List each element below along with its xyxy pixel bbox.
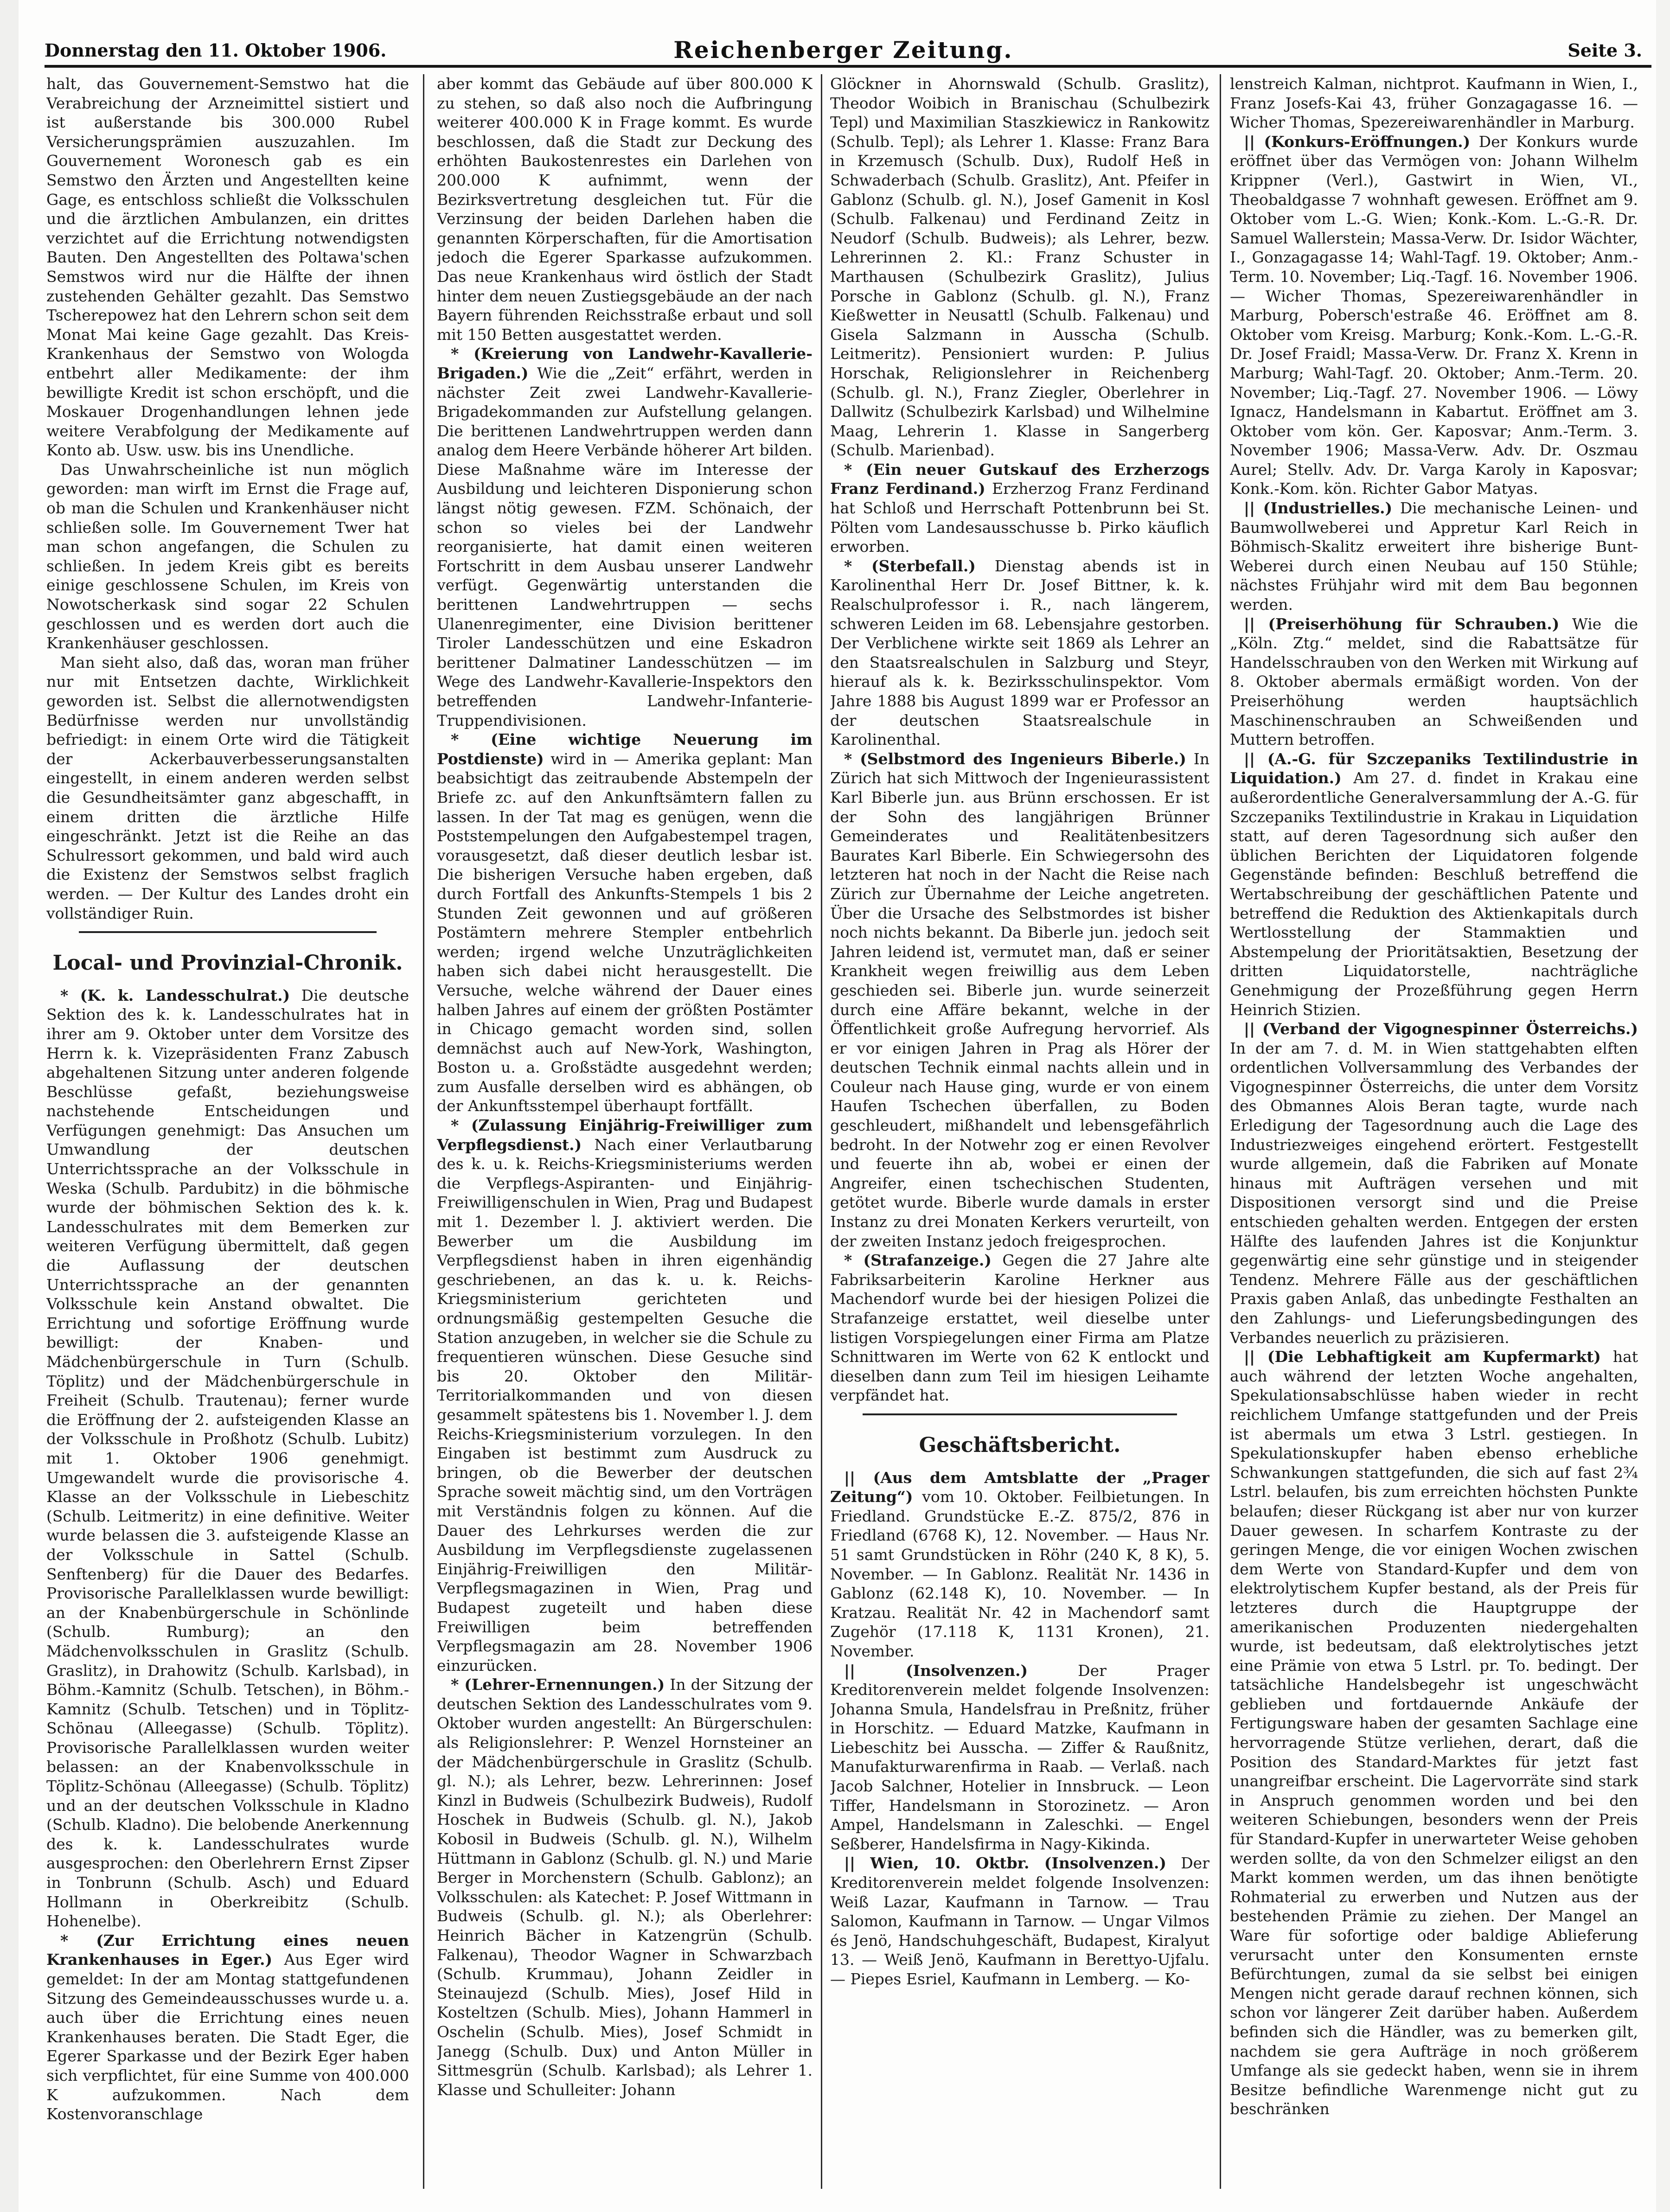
masthead-title: Reichenberger Zeitung. [673, 36, 1013, 64]
news-item-heading: || (Verband der Vigognespinner Österreichs.) [1244, 1020, 1638, 1038]
news-item [830, 556, 1209, 749]
news-item [46, 1931, 409, 2124]
news-item-body: Der Konkurs wurde eröffnet über das Vermögen von: Johann Wilhelm Krippner (Verl.), Gastwirt in Wien, VI., Theobaldgasse 7 wohnhaft gewesen. Eröffnet am 9. Oktober vom L.-G. Wien; Konk.-Kom. L.-G.-R. Dr. Samuel Wallerstein; Massa-Verw. Dr. Isidor Wächter, I., Gonzagagasse 14; Wahl-Tagf. 19. Oktober; Anm.-Term. 10. November; Liq.-Tagf. 16. November 1906. — Wicher Thomas, Spezereiwarenhändler in Marburg, Pobersch'estraße 46. Eröffnet am 8. Oktober vom Kreisg. Marburg; Konk.-Kom. L.-G.-R. Dr. Josef Fraidl; Massa-Verw. Dr. Franz X. Krenn in Marburg; Wahl-Tagf. 20. Oktober; Anm.-Term. 20. November; Liq.-Tagf. 27. November 1906. — Löwy Ignacz, Handelsmann in Kabartut. Eröffnet am 3. Oktober vom kön. Ger. Kaposvar; Anm.-Term. 3. November 1906; Massa-Verw. Adv. Dr. Oszmau Aurel; Stellv. Adv. Dr. Varga Karoly in Kaposvar; Konk.-Kom. kön. Richter Gabor Matyas. [1230, 132, 1638, 498]
news-item-body: In der am 7. d. M. in Wien stattgehabten elften ordentlichen Vollversammlung des Verbandes der Vigognespinner Österreichs, die unter dem Vorsitz des Obmannes Alois Beran tagte, wurde nach Erledigung der Tagesordnung auch die Lage des Industriezweiges eingehend erörtert. Festgestellt wurde allgemein, daß die Fabriken auf Monate hinaus mit Aufträgen versehen und mit Dispositionen versorgt sind und die Preise entschieden gehalten werden. Entgegen der ersten Hälfte des laufenden Jahres ist die Konjunktur gegenwärtig eine sehr günstige und in steigender Tendenz. Mehrere Fälle aus der geschäftlichen Praxis gaben Anlaß, das unbedingte Festhalten an den Zahlungs- und Lieferungsbedingungen des Verbandes neuerlich zu präzisieren. [1230, 1039, 1638, 1347]
header-rule [45, 65, 1651, 68]
news-item-heading: * (Strafanzeige.) [844, 1251, 992, 1270]
news-item-heading: || (Aus dem Amtsblatte der „Prager Zeitung“) [830, 1468, 1209, 1506]
news-item [437, 730, 813, 1116]
news-item-body: Nach einer Verlautbarung des k. u. k. Reichs-Kriegsministeriums werden die Verpflegs-Aspiranten- und Einjährig-Freiwilligenschulen in Wien, Prag und Budapest mit 1. Dezember l. J. aktiviert werden. Die Bewerber um die Ausbildung im Verpflegsdienst haben in ihren eigenhändig geschriebenen, an das k. u. k. Reichs-Kriegsministerium gerichteten und ordnungsmäßig gestempelten Gesuche die Station anzugeben, in welcher sie die Schule zu frequentieren wünschen. Diese Gesuche sind bis 20. Oktober den Militär-Territorialkommanden und von diesen gesammelt spätestens bis 1. November l. J. dem Reichs-Kriegsministerium vorzulegen. In den Eingaben ist bestimmt zum Ausdruck zu bringen, ob die Bewerber der deutschen Sprache soweit mächtig sind, um den Vorträgen mit Verständnis folgen zu können. Auf die Dauer des Lehrkurses werden die zur Ausbildung im Verpflegsdienste zugelassenen Einjährig-Freiwilligen den Militär-Verpflegsmagazinen in Wien, Prag und Budapest zugeteilt und haben diese Freiwilligen beim betreffenden Verpflegsmagazin am 28. November 1906 einzurücken. [437, 1135, 813, 1675]
news-item-heading: || Wien, 10. Oktbr. (Insolvenzen.) [844, 1854, 1166, 1873]
news-item [437, 344, 813, 730]
news-item-heading: || (Preiserhöhung für Schrauben.) [1244, 614, 1560, 633]
news-item-body: In Zürich hat sich Mittwoch der Ingenieurassistent Karl Biberle jun. aus Brünn erschossen. Er ist der Sohn des langjährigen Brünner Gemeinderates und Realitätenbesitzers Baurates Karl Biberle. Ein Schwiegersohn des letzteren hat noch in der Nacht die Reise nach Zürich zur Übernahme der Leiche angetreten. Über die Ursache des Selbstmordes ist bisher noch nichts bekannt. Da Biberle jun. jedoch seit Jahren leidend ist, vermutet man, daß er seiner Krankheit wegen freiwillig aus dem Leben geschieden sei. Biberle jun. wurde seinerzeit durch eine Affäre bekannt, welche in der Öffentlichkeit große Aufregung hervorrief. Als er vor einigen Jahren in Prag als Hörer der deutschen Technik einmal nachts allein und in Couleur nach Hause ging, wurde er von einem Haufen Tschechen überfallen, zu Boden geschleudert, mißhandelt und lebensgefährlich bedroht. In der Notwehr zog er einen Revolver und feuerte ihn ab, wobei er einen der Angreifer, einen tschechischen Studenten, getötet wurde. Biberle wurde damals in erster Instanz zu drei Monaten Kerkers verurteilt, von der zweiten Instanz jedoch freigesprochen. [830, 749, 1209, 1250]
news-item [437, 1116, 813, 1675]
column-4 [1230, 74, 1638, 2189]
news-item [830, 1251, 1209, 1405]
news-item-body: vom 10. Oktober. Feilbietungen. In Friedland. Grundstücke E.-Z. 875/2, 876 in Friedland (6768 K), 12. November. — Haus Nr. 51 samt Grundstücken in Röhr (240 K, 8 K), 5. November. — In Gablonz. Realität Nr. 1436 in Gablonz (62.148 K), 10. November. — In Kratzau. Realität Nr. 42 in Machendorf samt Zugehör (17.118 K, 1131 Kronen), 21. November. [830, 1488, 1209, 1660]
news-item-heading: || (Konkurs-Eröffnungen.) [1244, 132, 1471, 151]
article-paragraph: Das Unwahrscheinliche ist nun möglich geworden: man wirft im Ernst die Frage auf, ob man die Schulen und Krankenhäuser nicht schließen solle. Im Gouvernement Twer hat man schon angefangen, die Schulen zu schließen. In jedem Kreis gibt es bereits einige geschlossene Schulen, im Kreis von Nowotscherkask sind sogar 22 Schulen geschlossen und es werden dort auch die Krankenhäuser geschlossen. [46, 460, 409, 652]
article-paragraph: lenstreich Kalman, nichtprot. Kaufmann in Wien, I., Franz Josefs-Kai 43, früher Gonzagagasse 16. — Wicher Thomas, Spezereiwarenhändler in Marburg. [1230, 75, 1638, 132]
column-1 [46, 74, 409, 2189]
column-3 [830, 74, 1209, 2189]
news-item [830, 749, 1209, 1251]
issue-date: Donnerstag den 11. Oktober 1906. [45, 40, 387, 61]
news-item-body: Dienstag abends ist in Karolinenthal Herr Dr. Josef Bittner, k. k. Realschulprofessor i. R., nach längerem, schweren Leiden im 68. Lebensjahre gestorben. Der Verblichene wirkte seit 1869 als Lehrer an den Staatsrealschulen in Salzburg und Steyr, hierauf als k. k. Bezirksschulinspektor. Vom Jahre 1888 bis August 1899 war er Professor an der deutschen Staatsrealschule in Karolinenthal. [830, 556, 1209, 749]
news-item-heading: * (Ein neuer Gutskauf des Erzherzogs Franz Ferdinand.) [830, 460, 1209, 498]
article-paragraph: aber kommt das Gebäude auf über 800.000 K zu stehen, so daß also noch die Aufbringung weiterer 400.000 K in Frage kommt. Es wurde beschlossen, daß die Stadt zur Deckung des erhöhten Baukostenrestes ein Darlehen von 200.000 K aufnimmt, wenn der Bezirksvertretung desgleichen tut. Für die Verzinsung der beiden Darlehen haben die genannten Körperschaften, für die Amortisation jedoch die Egerer Sparkasse aufzukommen. Das neue Krankenhaus wird östlich der Stadt hinter dem neuen Zustiegsgebäude an der nach Bayern führenden Reichsstraße erbaut und soll mit 150 Betten ausgestattet werden. [437, 75, 813, 344]
news-item-body: Der Kreditorenverein meldet folgende Insolvenzen: Weiß Lazar, Kaufmann in Tarnow. — Trau Salomon, Kaufmann in Tarnow. — Ungar Vilmos és Jenö, Handschuhgeschäft, Budapest, Kiralyut 13. — Weiß Jenö, Kaufmann in Berettyo-Ujfalu. — Piepes Esriel, Kaufmann in Lemberg. — Ko- [830, 1854, 1209, 1988]
section-rule [863, 1413, 1177, 1415]
news-item [830, 1854, 1209, 1988]
news-item-body: wird in — Amerika geplant: Man beabsichtigt das zeitraubende Abstempeln der Briefe zc. auf den Ankunftsämtern fallen zu lassen. In der Tat mag es genügen, wenn die Poststempelungen den Aufgabestempel tragen, vorausgesetzt, daß dieser deutlich lesbar ist. Die bisherigen Versuche haben ergeben, daß durch Fortfall des Ankunfts-Stempels 1 bis 2 Stunden Zeit gewonnen und auf größeren Postämtern mehrere Stempler entbehrlich werden; irgend welche Unzuträglichkeiten haben sich dabei nicht herausgestellt. Die Versuche, welche während der Dauer eines halben Jahres auf einem der größten Postämter in Chicago gemacht worden sind, sollen demnächst auch auf New-York, Washington, Boston u. a. Großstädte ausgedehnt werden; zum Ausfalle derselben wird es abhängen, ob der Ankunftsstempel überhaupt fortfällt. [437, 749, 813, 1115]
news-item-heading: * (Selbstmord des Ingenieurs Biberle.) [844, 749, 1186, 768]
news-item-body: Erzherzog Franz Ferdinand hat Schloß und Herrschaft Pottenbrunn bei St. Pölten vom Landesausschusse b. Pirko käuflich erworben. [830, 479, 1209, 556]
news-item [1230, 1347, 1638, 2119]
article-paragraph: Man sieht also, daß das, woran man früher nur mit Entsetzen dachte, Wirklichkeit geworden ist. Selbst die allernotwendigsten Bedürfnisse werden nur unvollständig befriedigt: in einem Orte wird die Tätigkeit der Ackerbauverbesserungsanstalten eingestellt, in einem anderen werden selbst die Gesundheitsämter ganz abgeschafft, in einem dritten die ärztliche Hilfe eingeschränkt. Jetzt ist die Reihe an das Schulressort gekommen, und bald wird auch die Existenz der Semstwos selbst fraglich werden. — Der Kultur des Landes droht ein vollständiger Ruin. [46, 653, 409, 922]
column-rule [1220, 74, 1221, 2189]
news-item-body: Die deutsche Sektion des k. k. Landesschulrates hat in ihrer am 9. Oktober unter dem Vorsitze des Herrn k. k. Vizepräsidenten Franz Zabusch abgehaltenen Sitzung unter anderen folgende Beschlüsse gefaßt, beziehungsweise nachstehende Entscheidungen und Verfügungen genehmigt: Das Ansuchen um Umwandlung der deutschen Unterrichtssprache an der Volksschule in Weska (Schulb. Pardubitz) in die böhmische wurde der böhmischen Sektion des k. k. Landesschulrates mit dem Bemerken zur weiteren Verfügung übermittelt, daß gegen die Auflassung der deutschen Unterrichtssprache an der genannten Volksschule kein Anstand obwaltet. Die Errichtung und sofortige Eröffnung wurde bewilligt: der Knaben- und Mädchenbürgerschule in Turn (Schulb. Töplitz) und der Mädchenbürgerschule in Freiheit (Schulb. Trautenau); ferner wurde die Eröffnung der 2. aufsteigenden Klasse an der Volksschule in Proßhotz (Schulb. Lubitz) mit 1. Oktober 1906 genehmigt. Umgewandelt wurde die provisorische 4. Klasse an der Volksschule in Liebeschitz (Schulb. Leitmeritz) in eine definitive. Weiter wurde belassen die 3. aufsteigende Klasse an der Volksschule in Sattel (Schulb. Senftenberg) für die Dauer des Bedarfes. Provisorische Parallelklassen wurde bewilligt: an der Knabenbürgerschule in Schönlinde (Schulb. Rumburg); an den Mädchenvolksschulen in Graslitz (Schulb. Graslitz), in Drahowitz (Schulb. Karlsbad), in Böhm.-Kamnitz (Schulb. Tetschen), in Böhm.-Kamnitz (Schulb. Tetschen) und in Töplitz-Schönau (Alleegasse) (Schulb. Töplitz). Provisorische Parallelklassen wurden weiter belassen: an der Knabenvolksschule in Töplitz-Schönau (Alleegasse) (Schulb. Töplitz) und an der deutschen Volksschule in Kladno (Schulb. Kladno). Die belobende Anerkennung des k. k. Landesschulrates wurde ausgesprochen: den Oberlehrern Ernst Zipser in Tonbrunn (Schulb. Asch) und Eduard Hollmann in Oberkreibitz (Schulb. Hohenelbe). [46, 986, 409, 1931]
news-item-heading: * (Zur Errichtung eines neuen Krankenhauses in Eger.) [46, 1931, 409, 1969]
news-item-body: Gegen die 27 Jahre alte Fabriksarbeiterin Karoline Herkner aus Machendorf wurde bei der hiesigen Polizei die Strafanzeige erstattet, weil dieselbe unter listigen Vorspiegelungen einer Firma am Platze Schnittwaren im Werte von 62 K entlockt und dieselben dann zum Teil im hiesigen Leihamte verpfändet hat. [830, 1251, 1209, 1405]
news-item-heading: * (Eine wichtige Neuerung im Postdienste) [437, 730, 813, 768]
news-item-heading: * (Lehrer-Ernennungen.) [451, 1675, 665, 1694]
news-item-heading: || (Insolvenzen.) [844, 1661, 1028, 1680]
news-item-body: Die mechanische Leinen- und Baumwollweberei und Appretur Karl Reich in Böhmisch-Skalitz erweitert ihre bisherige Bunt-Weberei durch einen Neubau auf 150 Stühle; nächstes Frühjahr wird mit dem Bau begonnen werden. [1230, 499, 1638, 614]
news-item-heading: || (Die Lebhaftigkeit am Kupfermarkt) [1244, 1348, 1601, 1366]
news-item-body: Wie die „Zeit“ erfährt, werden in nächster Zeit zwei Landwehr-Kavallerie-Brigadekommanden zur Aufstellung gelangen. Die berittenen Landwehrtruppen werden dann analog dem Heere Verbände höherer Art bilden. Diese Maßnahme wäre im Interesse der Ausbildung und leichteren Disponierung schon längst nötig gewesen. FZM. Schönaich, der schon so vieles bei der Landwehr reorganisierte, hat damit einen weiteren Fortschritt in dem Ausbau unserer Landwehr verfügt. Gegenwärtig unterstanden die berittenen Landwehrtruppen — sechs Ulanenregimenter, eine Division berittener Tiroler Landesschützen und eine Eskadron berittener Dalmatiner Landesschützen — im Wege des Landwehr-Kavallerie-Inspektors den betreffenden Landwehr-Infanterie-Truppendivisionen. [437, 364, 813, 729]
news-item-heading: * (Kreierung von Landwehr-Kavallerie-Brigaden.) [437, 345, 813, 382]
section-rule [79, 931, 377, 933]
article-paragraph: Glöckner in Ahornswald (Schulb. Graslitz), Theodor Woibich in Branischau (Schulbezirk Tepl) und Maximilian Staszkiewicz in Rankowitz (Schulb. Tepl); als Lehrer 1. Klasse: Franz Bara in Krzemusch (Schulb. Dux), Rudolf Heß in Schwaderbach (Schulb. Graslitz), Ant. Pfeifer in Gablonz (Schulb. gl. N.), Josef Gamenit in Kosl (Schulb. Falkenau) und Ferdinand Zeitz in Neudorf (Schulb. Budweis); als Lehrer, bezw. Lehrerinnen 2. Kl.: Franz Schuster in Marthausen (Schulbezirk Graslitz), Julius Porsche in Gablonz (Schulb. gl. N.), Franz Kießwetter in Neusattl (Schulb. Falkenau) und Gisela Salzmann in Ausscha (Schulb. Leitmeritz). Pensioniert wurden: P. Julius Horschak, Religionslehrer in Reichenberg (Schulb. gl. N.), Franz Ziegler, Oberlehrer in Dallwitz (Schulbezirk Karlsbad) und Wilhelmine Maag, Lehrerin 1. Klasse in Sangerberg (Schulb. Marienbad). [830, 75, 1209, 460]
news-item [1230, 1019, 1638, 1347]
article-paragraph: halt, das Gouvernement-Semstwo hat die Verabreichung der Arzneimittel sistiert und ist außerstande bis 300.000 Rubel Versicherungsprämien auszuzahlen. Im Gouvernement Woronesch gab es ein Semstwo den Ärzten und Angestellten keine Gage, es entschloss schließt die Volksschulen und die ärztlichen Ambulanzen, ein drittes verzichtet auf die Errichtung notwendigsten Bauten. Den Angestellten des Poltawa'schen Semstwos wird nur die Hälfte der ihnen zustehenden Gehälter gezahlt. Das Semstwo Tscherepowez hat den Lehrern schon seit dem Monat Mai keine Gage gezahlt. Das Kreis-Krankenhaus der Semstwo von Wologda entbehrt aller Medikamente: der ihm bewilligte Kredit ist schon erschöpft, und die Moskauer Drogenhandlungen lehnen jede weitere Verabfolgung der Medikamente auf Konto ab. Usw. usw. bis ins Unendliche. [46, 75, 409, 460]
column-rule [821, 74, 822, 2189]
news-item-body: Der Prager Kreditorenverein meldet folgende Insolvenzen: Johanna Smula, Handelsfrau in Preßnitz, früher in Horschitz. — Eduard Matzke, Kaufmann in Liebeschitz bei Ausscha. — Ziffer & Raußnitz, Manufakturwarenfirma in Raab. — Verlaß. nach Jacob Salchner, Hotelier in Innsbruck. — Leon Tiffer, Handelsmann in Storozinetz. — Aron Ampel, Handelsmann in Zaleschki. — Engel Seßberer, Handelsfirma in Nagy-Kikinda. [830, 1661, 1209, 1853]
news-item-heading: || (Industrielles.) [1244, 499, 1393, 518]
news-item-body: Wie die „Köln. Ztg.“ meldet, sind die Rabattsätze für Handelsschrauben von den Werken mit Wirkung auf 8. Oktober abermals ermäßigt worden. Von der Preiserhöhung werden hauptsächlich Maschinenschrauben an Schweißenden und Muttern betroffen. [1230, 614, 1638, 749]
page-edge-left [0, 0, 19, 2212]
news-item [437, 1675, 813, 2099]
news-item-heading: * (Zulassung Einjährig-Freiwilliger zum Verpflegsdienst.) [437, 1116, 813, 1154]
news-item [1230, 614, 1638, 749]
news-item [830, 1468, 1209, 1661]
news-item [1230, 749, 1638, 1019]
news-item-body: Am 27. d. findet in Krakau eine außerordentliche Generalversammlung der A.-G. für Szczepaniks Textilindustrie in Krakau in Liquidation statt, auf deren Tagesordnung sich außer den üblichen Berichten der Liquidatoren folgende Gegenstände befinden: Beschluß betreffend die Wertabschreibung der geschäftlichen Patente und betreffend die Reduktion des Aktienkapitals durch Wertlosstellung der Stammaktien und Abstempelung der Prioritätsaktien, Besetzung der dritten Liquidatorstelle, nachträgliche Genehmigung der Prozeßführung gegen Herrn Heinrich Stizien. [1230, 769, 1638, 1019]
column-rule [423, 74, 424, 2189]
news-item-body: In der Sitzung der deutschen Sektion des Landesschulrates vom 9. Oktober wurden angestellt: An Bürgerschulen: als Religionslehrer: P. Wenzel Hornsteiner an der Mädchenbürgerschule in Graslitz (Schulb. gl. N.); als Lehrer, bezw. Lehrerinnen: Josef Kinzl in Budweis (Schulbezirk Budweis), Rudolf Hoschek in Budweis (Schulb. gl. N.), Jakob Kobosil in Budweis (Schulb. gl. N.), Wilhelm Hüttmann in Gablonz (Schulb. gl. N.) und Marie Berger in Morchenstern (Schulb. Gablonz); an Volksschulen: als Katechet: P. Josef Wittmann in Budweis (Schulb. gl. N.); als Oberlehrer: Heinrich Bächer in Katzengrün (Schulb. Falkenau), Theodor Wagner in Schwarzbach (Schulb. Krummau), Johann Zeidler in Steinaujezd (Schulb. Mies), Josef Hild in Kosteltzen (Schulb. Mies), Johann Hammerl in Oschelin (Schulb. Mies), Josef Schmidt in Janegg (Schulb. Dux) und Anton Müller in Sittmesgrün (Schulb. Karlsbad); als Lehrer 1. Klasse und Schulleiter: Johann [437, 1675, 813, 2099]
news-item [830, 460, 1209, 556]
news-item [1230, 499, 1638, 614]
news-item-body: Aus Eger wird gemeldet: In der am Montag stattgefundenen Sitzung des Gemeindeausschusses wurde u. a. auch über die Errichtung eines neuen Krankenhauses beraten. Die Stadt Eger, die Egerer Sparkasse und der Bezirk Eger haben sich verpflichtet, für eine Summe von 400.000 K aufzukommen. Nach dem Kostenvoranschlage [46, 1950, 409, 2123]
news-item [1230, 132, 1638, 499]
news-item-heading: * (Sterbefall.) [844, 556, 976, 575]
news-item [46, 986, 409, 1931]
page-number: Seite 3. [1568, 40, 1642, 61]
news-item-heading: * (K. k. Landesschulrat.) [60, 986, 290, 1004]
section-title-local-chronicle: Local- und Provinzial-Chronik. [52, 951, 403, 975]
page-edge-right [1656, 0, 1670, 2212]
running-head [45, 36, 1642, 64]
column-2 [437, 74, 813, 2189]
news-item-body: hat auch während der letzten Woche angehalten, Spekulationsabschlüsse haben wieder in recht reichlichem Umfange stattgefunden und der Preis ist abermals um etwa 3 Lstrl. gestiegen. In Spekulationskupfer haben ebenso erhebliche Schwankungen stattgefunden, die sich auf fast 2¾ Lstrl. belaufen, bis zum erreichten höchsten Punkte belaufen; dieser Rückgang ist aber nur von kurzer Dauer gewesen. In scharfem Kontraste zu der geringen Menge, die vor einigen Wochen zwischen dem Werte von Standard-Kupfer und dem von elektrolytischem Kupfer bestand, als der Preis für letzteres durch die Hauptgruppe der amerikanischen Produzenten niedergehalten wurde, ist bedeutsam, daß elektrolytisches jetzt eine Prämie von etwa 5 Lstrl. pr. To. bedingt. Der tatsächliche Handelsbegehr ist ungeschwächt geblieben und fortdauernde Ankäufe der Fertigungsware haben der gesamten Sachlage eine hervorragende Stütze verliehen, derart, daß die Position des Standard-Marktes für jetzt fast unangreifbar erscheint. Die Lagervorräte sind stark in Anspruch genommen worden und bei den weiteren Schiebungen, besonders wenn der Preis für Standard-Kupfer in unerwarteter Weise gehoben werden sollte, da von den Schmelzer eiligst an den Markt kommen werden, um das ihnen benötigte Rohmaterial zu erwerben und Nutzen aus der bestehenden Prämie zu ziehen. Der Mangel an Ware für sofortige oder baldige Ablieferung verursacht unter den Konsumenten ernste Befürchtungen, zumal da sie selbst bei einigen Mengen nicht gerade darauf rechnen können, sich schon vor längerer Zeit darüber haben. Außerdem befinden sich die Händler, was zu bemerken gilt, nachdem sie gera Aufträge in noch größerem Umfange als sie gedeckt haben, wenn sie in ihrem Besitze befindliche Warenmenge nicht gut zu beschränken [1230, 1348, 1638, 2118]
section-title-business-report: Geschäftsbericht. [919, 1433, 1121, 1457]
news-item [830, 1661, 1209, 1854]
news-item-heading: || (A.-G. für Szczepaniks Textilindustrie in Liquidation.) [1230, 749, 1638, 787]
